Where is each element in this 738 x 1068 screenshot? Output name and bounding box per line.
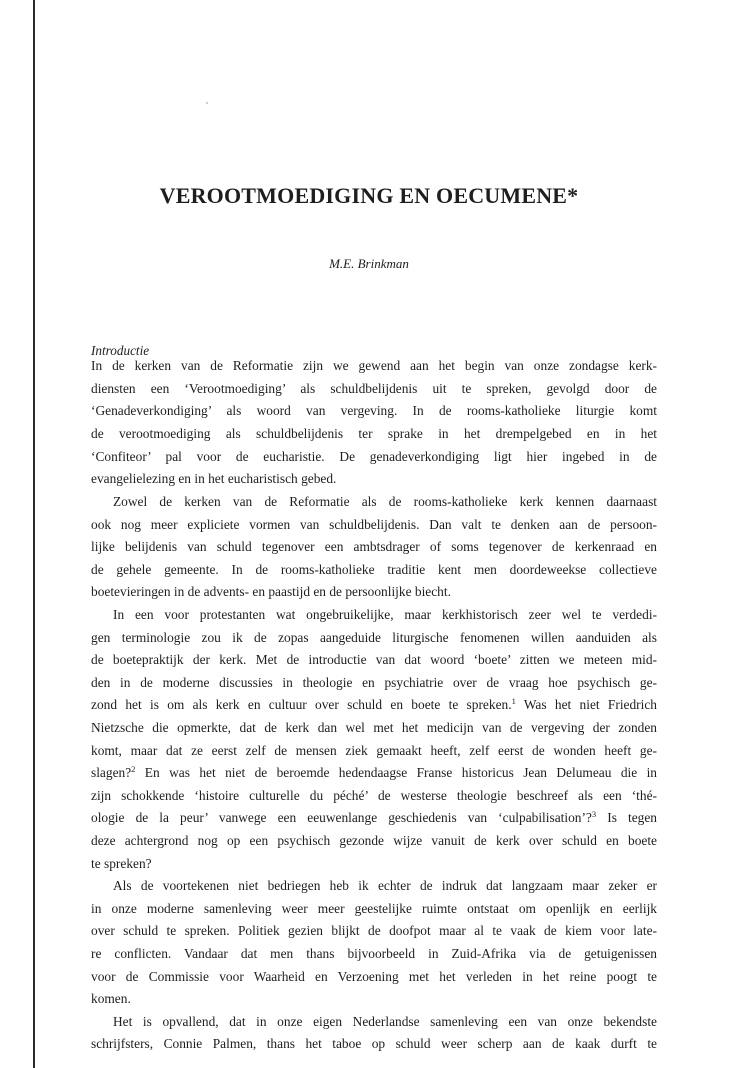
paragraph-line: boetevieringen in de advents- en paastijd en de persoonlijke biecht.: [91, 584, 451, 599]
paragraph-line: ook nog meer expliciete vormen van schuldbelijdenis. Dan valt te denken aan de persoon-: [91, 517, 657, 532]
paragraph-line: lijke belijdenis van schuld tegenover een ambtsdrager of soms tegenover de kerkenraad en: [91, 539, 657, 554]
paragraph-line: zijn schokkende ‘histoire culturelle du péché’ de westerse theologie beschreef als een ‘thé-: [91, 788, 657, 803]
paragraph-line: den in de moderne discussies in theologie en psychiatrie over de vraag hoe psychisch ge-: [91, 675, 657, 690]
paragraph-line: ‘Confiteor’ pal voor de eucharistie. De genadeverkondiging ligt hier ingebed in de: [91, 449, 657, 464]
paragraph-line: Nietzsche die opmerkte, dat de kerk dan wel met het medicijn van de vergeving der zonden: [91, 720, 657, 735]
paragraph-line: [91, 763, 657, 783]
paragraph-line: te spreken?: [91, 856, 152, 871]
paragraph-line: Het is opvallend, dat in onze eigen Nederlandse samenleving een van onze bekendste: [113, 1014, 657, 1029]
line-text: ologie de la peur’ vanwege een eeuwenlange geschiedenis van ‘culpabilisation’?: [91, 810, 592, 825]
paragraph-line: in onze moderne samenleving weer meer geestelijke ruimte ontstaat om openlijk en eerlijk: [91, 901, 657, 916]
paragraph-line: Als de voortekenen niet bedriegen heb ik echter de indruk dat langzaam maar zeker er: [113, 878, 657, 893]
paragraph-line: re conflicten. Vandaar dat men thans bijvoorbeeld in Zuid-Afrika via de getuigenissen: [91, 946, 657, 961]
paragraph-line: de boetepraktijk der kerk. Met de introductie van dat woord ‘boete’ zitten we meteen mid-: [91, 652, 657, 667]
paragraph-line: gen terminologie zou ik de zopas aangeduide liturgische fenomenen willen aanduiden als: [91, 630, 657, 645]
paragraph-line: deze achtergrond nog op een psychisch gezonde wijze vanuit de kerk over schuld en boete: [91, 833, 657, 848]
paragraph-line: de verootmoediging als schuldbelijdenis ter sprake in het drempelgebed en in het: [91, 426, 657, 441]
paragraph-line: Zowel de kerken van de Reformatie als de rooms-katholieke kerk kennen daarnaast: [113, 494, 657, 509]
footnote-marker[interactable]: 1: [511, 696, 516, 706]
scan-speck: [206, 102, 208, 104]
paragraph-line: In de kerken van de Reformatie zijn we gewend aan het begin van onze zondagse kerk-: [91, 358, 657, 373]
paragraph-line: komen.: [91, 991, 131, 1006]
footnote-marker[interactable]: 3: [591, 809, 597, 819]
paragraph-line: schrijfsters, Connie Palmen, thans het taboe op schuld weer scherp aan de kaak durft te: [91, 1036, 657, 1051]
line-text: zond het is om als kerk en cultuur over schuld en boete te spreken.: [91, 697, 512, 712]
paragraph-line: [91, 808, 657, 828]
paragraph-line: voor de Commissie voor Waarheid en Verzoening met het verleden in het reine poogt te: [91, 969, 657, 984]
paragraph-line: [91, 695, 657, 715]
page-binding-edge: [33, 0, 35, 1068]
paragraph-line: de gehele gemeente. In de rooms-katholieke traditie kent men doordeweekse collectieve: [91, 562, 657, 577]
line-text: Is tegen: [596, 810, 657, 825]
author-name: M.E. Brinkman: [329, 256, 409, 271]
line-text: En was het niet de beroemde hedendaagse Franse historicus Jean Delumeau die in: [135, 765, 657, 780]
paragraph-line: evangelielezing en in het eucharistisch gebed.: [91, 471, 337, 486]
paragraph-line: ‘Genadeverkondiging’ als woord van vergeving. In de rooms-katholieke liturgie komt: [91, 403, 657, 418]
line-text: Was het niet Friedrich: [515, 697, 657, 712]
paragraph-line: komt, maar dat ze eerst zelf de mensen ziek gemaakt heeft, zelf eerst de wonden heeft ge-: [91, 743, 657, 758]
article-title: VEROOTMOEDIGING EN OECUMENE*: [159, 183, 579, 208]
paragraph-line: over schuld te spreken. Politiek gezien blijkt de doofpot maar al te vaak de kiem voor late-: [91, 923, 657, 938]
paragraph-line: diensten een ‘Verootmoediging’ als schuldbelijdenis uit te spreken, gevolgd door de: [91, 381, 657, 396]
line-text: slagen?: [91, 765, 132, 780]
footnote-marker[interactable]: 2: [131, 764, 136, 774]
section-heading: Introductie: [91, 343, 150, 358]
paragraph-line: In een voor protestanten wat ongebruikelijke, maar kerkhistorisch zeer wel te verdedi-: [113, 607, 657, 622]
